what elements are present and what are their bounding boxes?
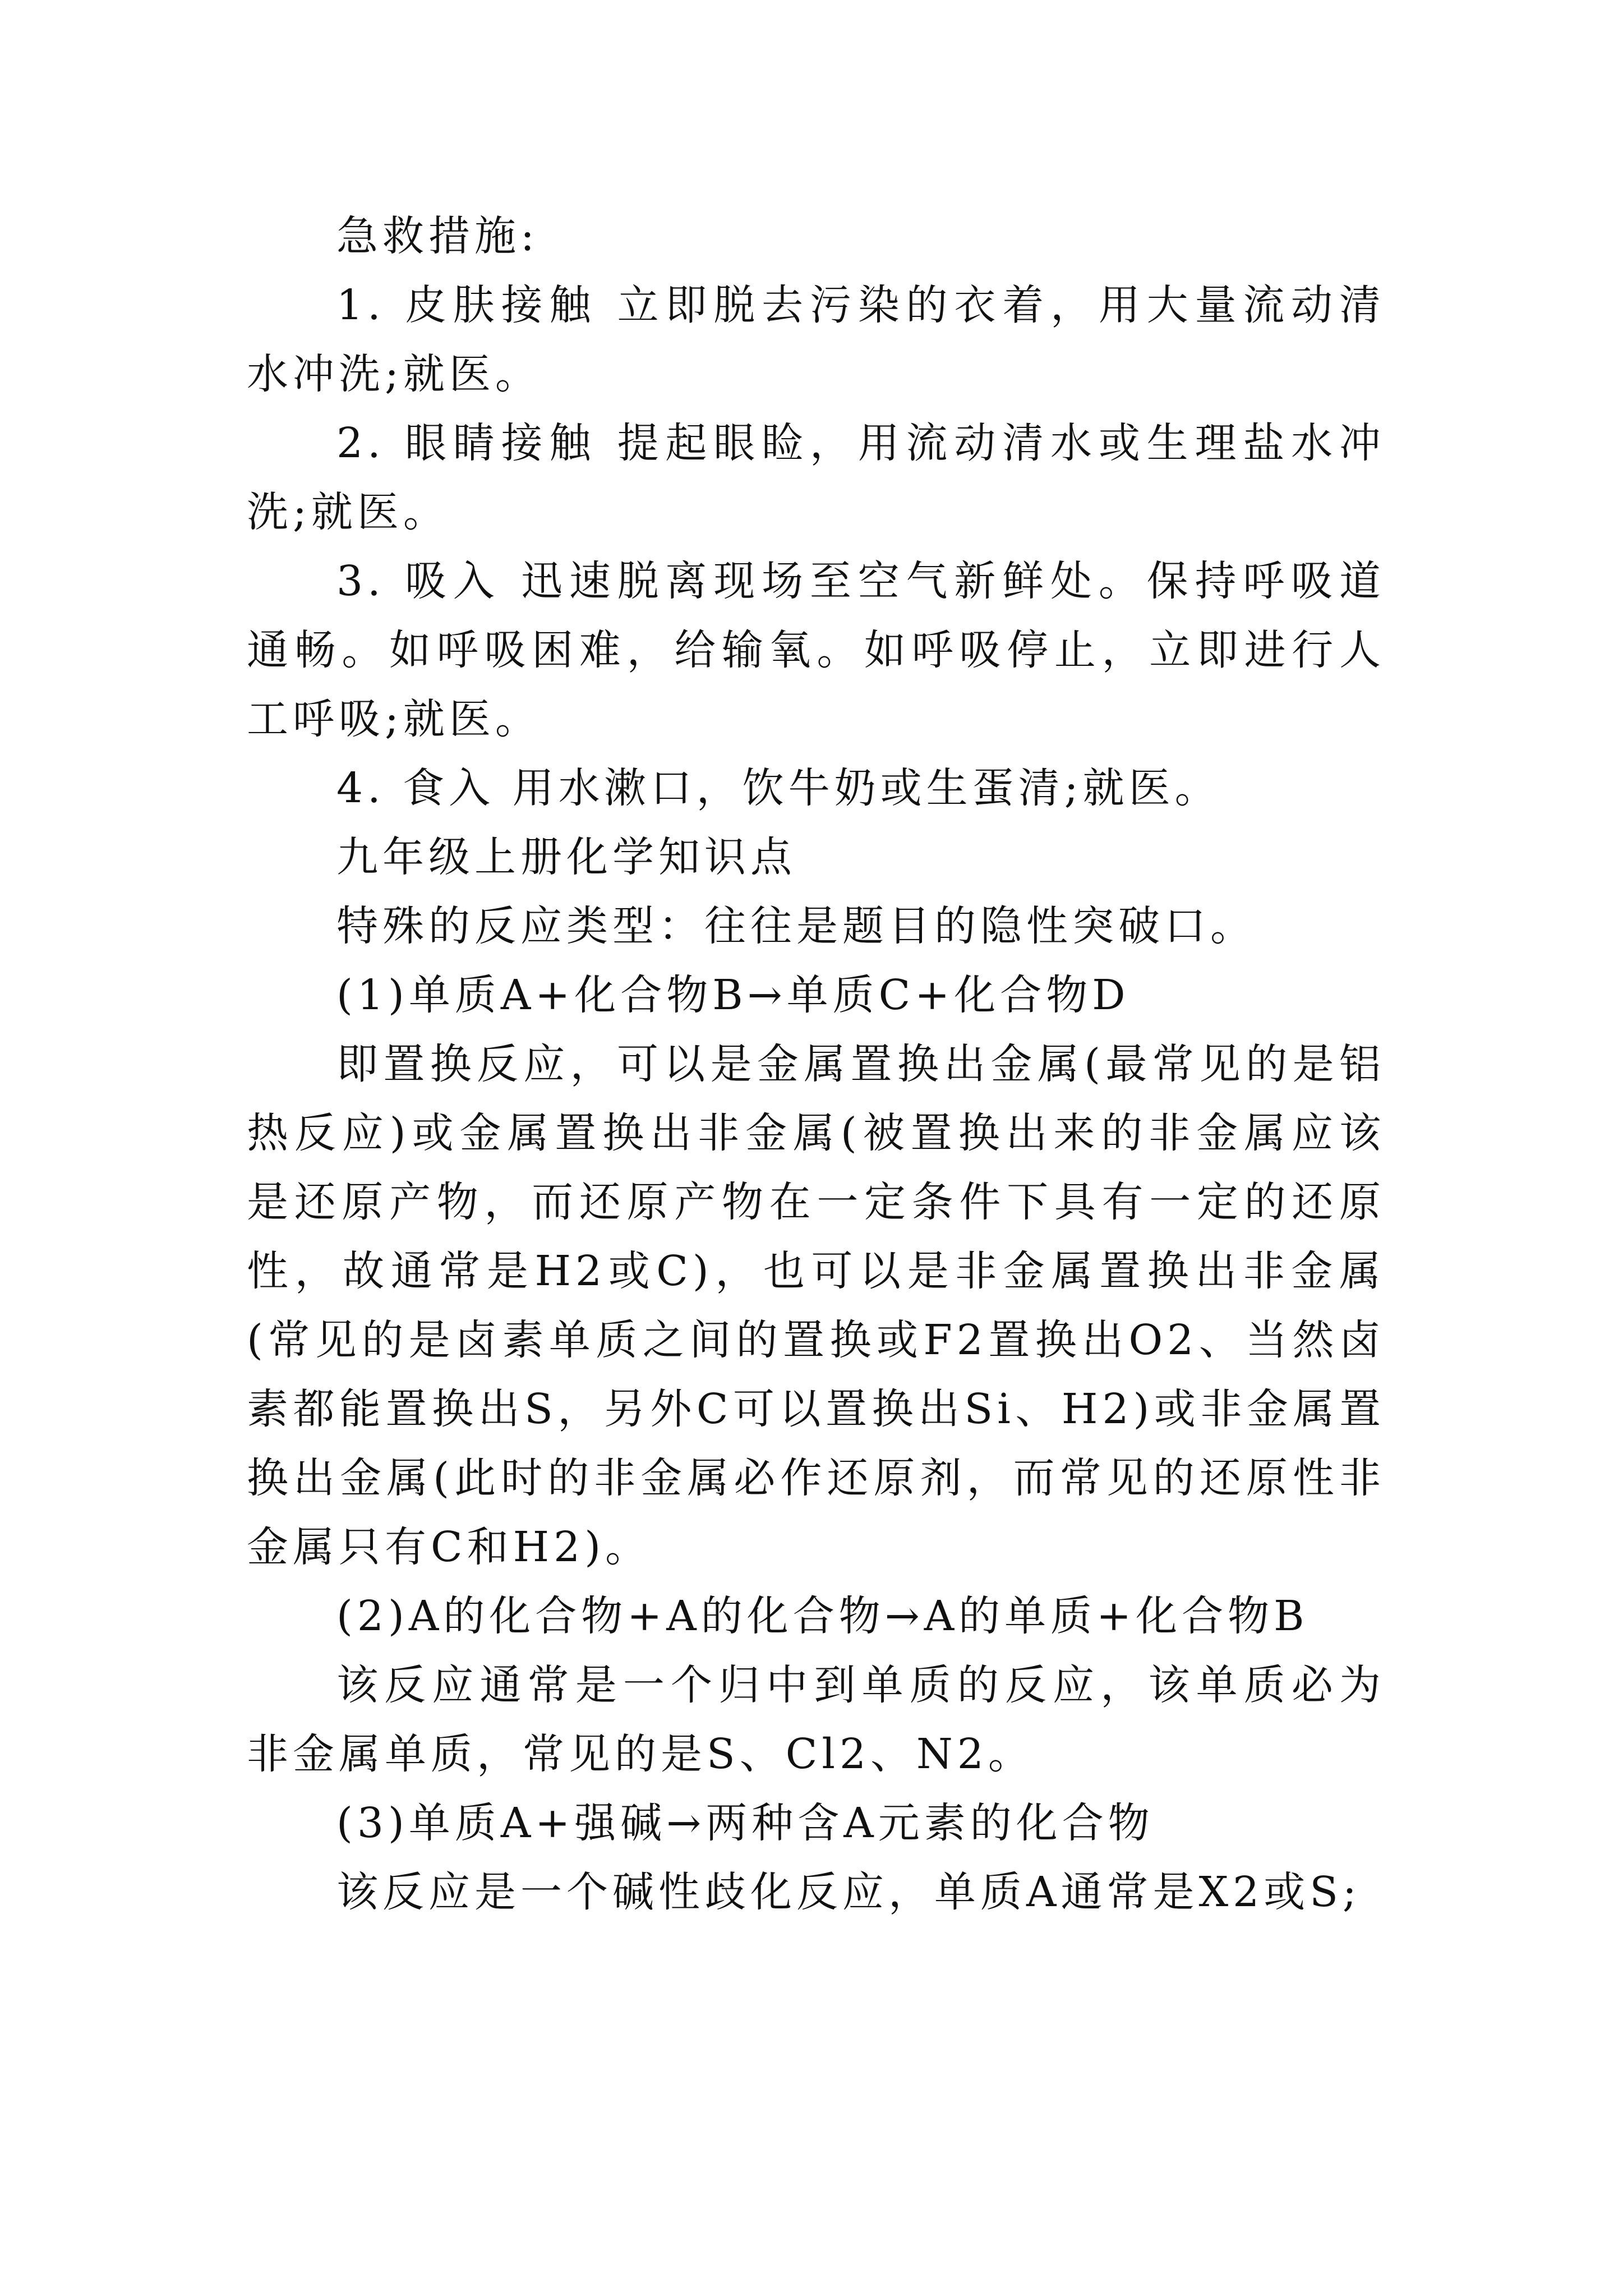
document-page	[247, 202, 1385, 1927]
paragraph-eye-contact: 2. 眼睛接触 提起眼睑，用流动清水或生理盐水冲洗;就医。	[247, 419, 1385, 536]
paragraph-comproportionation: 该反应通常是一个归中到单质的反应，该单质必为非金属单质，常见的是S、Cl2、N2。	[247, 1661, 1385, 1778]
paragraph-displacement: 即置换反应，可以是金属置换出金属(最常见的是铝热反应)或金属置换出非金属(被置换出来的非金属应该是还原产物，而还原产物在一定条件下具有一定的还原性，故通常是H2或C)，也可以是非金属置换出非金属(常见的是卤素单质之间的置换或F2置换出O2、当然卤素都能置换出S，另外C可以置换出Si、H2)或非金属置换出金属(此时的非金属必作还原剂，而常见的还原性非金属只有C和H2)。	[247, 1040, 1385, 1571]
section-title: 九年级上册化学知识点	[336, 833, 796, 881]
reaction-item-3: (3)单质A+强碱→两种含A元素的化合物	[336, 1799, 1154, 1847]
paragraph-inhalation: 3. 吸入 迅速脱离现场至空气新鲜处。保持呼吸道通畅。如呼吸困难，给输氧。如呼吸停止，立即进行人工呼吸;就医。	[247, 557, 1385, 743]
paragraph-reaction-types: 特殊的反应类型：往往是题目的隐性突破口。	[336, 902, 1256, 950]
reaction-item-2: (2)A的化合物+A的化合物→A的单质+化合物B	[336, 1592, 1309, 1640]
paragraph-ingestion: 4. 食入 用水漱口，饮牛奶或生蛋清;就医。	[336, 764, 1221, 812]
heading-first-aid: 急救措施:	[336, 212, 539, 260]
reaction-item-1: (1)单质A+化合物B→单质C+化合物D	[336, 971, 1130, 1019]
paragraph-disproportionation: 该反应是一个碱性歧化反应，单质A通常是X2或S;	[336, 1868, 1361, 1916]
paragraph-skin-contact: 1. 皮肤接触 立即脱去污染的衣着，用大量流动清水冲洗;就医。	[247, 281, 1385, 398]
